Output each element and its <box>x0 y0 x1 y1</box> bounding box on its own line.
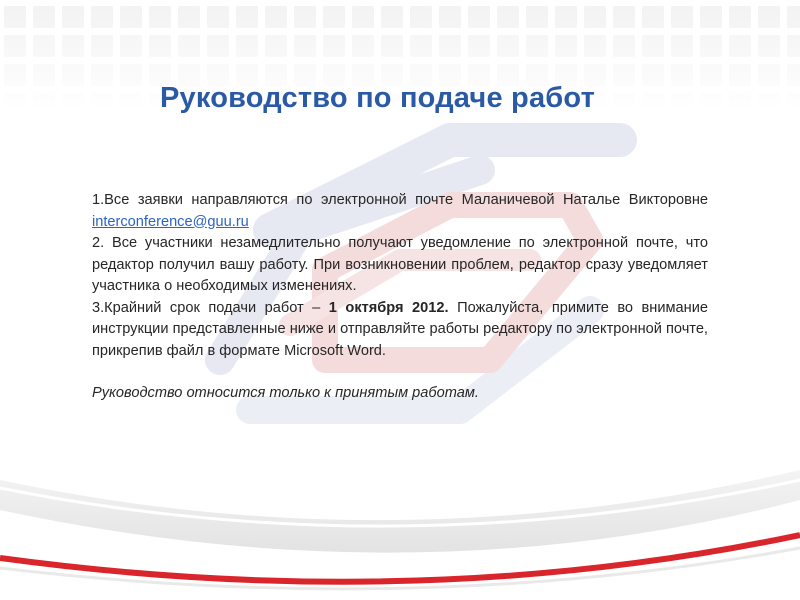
slide-title: Руководство по подаче работ <box>160 82 595 114</box>
email-link[interactable]: interconference@guu.ru <box>92 213 249 230</box>
item-3-text-after: Пожалуйста, примите во внимание инструкции представленные ниже и отправляйте работы редактору по электронной почте, прикрепив файл в формате Microsoft Word. <box>92 299 708 359</box>
guideline-note: Руководство относится только к принятым работам. <box>92 385 479 401</box>
bottom-swoosh-decoration <box>0 440 800 600</box>
slide-content <box>92 190 708 405</box>
list-item-3 <box>92 298 708 363</box>
item-1-text: 1.Все заявки направляются по электронной почте Маланичевой Наталье Викторовне <box>92 192 708 208</box>
item-3-text-before: 3.Крайний срок подачи работ – <box>92 299 329 316</box>
deadline-date: 1 октября 2012. <box>328 299 449 316</box>
list-item-1 <box>92 190 708 233</box>
list-item-2: 2. Все участники незамедлительно получают уведомление по электронной почте, что редактор получил вашу работу. При возникновении проблем, редактор сразу уведомляет участника о необходимых изменениях. <box>92 235 708 294</box>
